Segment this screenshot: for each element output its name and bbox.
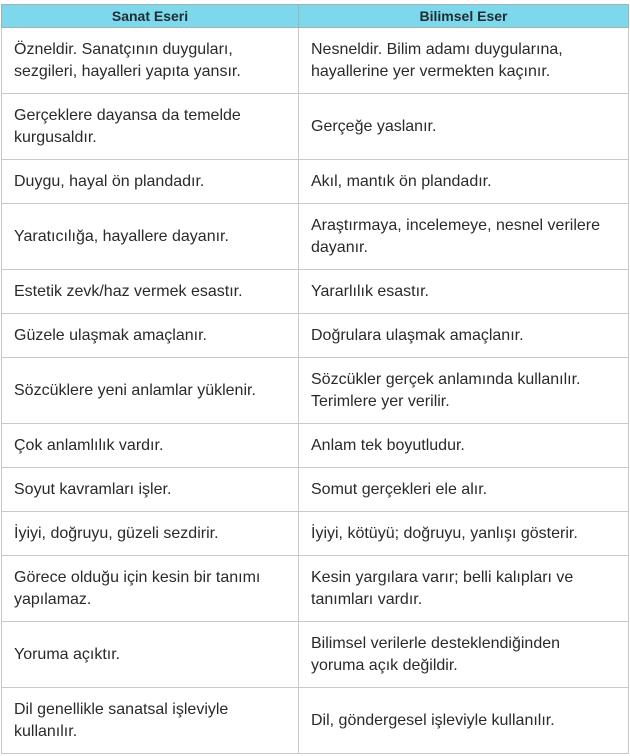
- art-cell: Çok anlamlılık vardır.: [2, 424, 299, 468]
- header-science: Bilimsel Eser: [299, 5, 629, 28]
- table-row: [2, 94, 629, 160]
- science-cell: Doğrulara ulaşmak amaçlanır.: [299, 314, 629, 358]
- art-cell: Özneldir. Sanatçının duyguları, sezgileri, hayalleri yapıta yansır.: [2, 28, 299, 94]
- science-cell: İyiyi, kötüyü; doğruyu, yanlışı gösterir.: [299, 512, 629, 556]
- art-cell: Dil genellikle sanatsal işleviyle kullanılır.: [2, 688, 299, 754]
- science-cell: Bilimsel verilerle desteklendiğinden yoruma açık değildir.: [299, 622, 629, 688]
- table-row: [2, 28, 629, 94]
- table-row: [2, 556, 629, 622]
- art-cell: Soyut kavramları işler.: [2, 468, 299, 512]
- table-row: [2, 314, 629, 358]
- science-cell: Dil, göndergesel işleviyle kullanılır.: [299, 688, 629, 754]
- science-cell: Anlam tek boyutludur.: [299, 424, 629, 468]
- art-cell: Güzele ulaşmak amaçlanır.: [2, 314, 299, 358]
- science-cell: Sözcükler gerçek anlamında kullanılır. Terimlere yer verilir.: [299, 358, 629, 424]
- table-row: [2, 270, 629, 314]
- header-art: Sanat Eseri: [2, 5, 299, 28]
- table-row: [2, 424, 629, 468]
- table-row: [2, 622, 629, 688]
- table-row: [2, 358, 629, 424]
- table-row: [2, 688, 629, 754]
- art-cell: Estetik zevk/haz vermek esastır.: [2, 270, 299, 314]
- art-cell: Yaratıcılığa, hayallere dayanır.: [2, 204, 299, 270]
- science-cell: Kesin yargılara varır; belli kalıpları ve tanımları vardır.: [299, 556, 629, 622]
- science-cell: Yararlılık esastır.: [299, 270, 629, 314]
- science-cell: Akıl, mantık ön plandadır.: [299, 160, 629, 204]
- science-cell: Gerçeğe yaslanır.: [299, 94, 629, 160]
- art-cell: Duygu, hayal ön plandadır.: [2, 160, 299, 204]
- header-row: [2, 5, 629, 28]
- comparison-table: [1, 4, 629, 754]
- art-cell: Gerçeklere dayansa da temelde kurgusaldır.: [2, 94, 299, 160]
- science-cell: Somut gerçekleri ele alır.: [299, 468, 629, 512]
- table-row: [2, 512, 629, 556]
- science-cell: Araştırmaya, incelemeye, nesnel verilere dayanır.: [299, 204, 629, 270]
- table-row: [2, 204, 629, 270]
- table-row: [2, 160, 629, 204]
- art-cell: İyiyi, doğruyu, güzeli sezdirir.: [2, 512, 299, 556]
- table-row: [2, 468, 629, 512]
- art-cell: Görece olduğu için kesin bir tanımı yapılamaz.: [2, 556, 299, 622]
- art-cell: Sözcüklere yeni anlamlar yüklenir.: [2, 358, 299, 424]
- science-cell: Nesneldir. Bilim adamı duygularına, hayallerine yer vermekten kaçınır.: [299, 28, 629, 94]
- art-cell: Yoruma açıktır.: [2, 622, 299, 688]
